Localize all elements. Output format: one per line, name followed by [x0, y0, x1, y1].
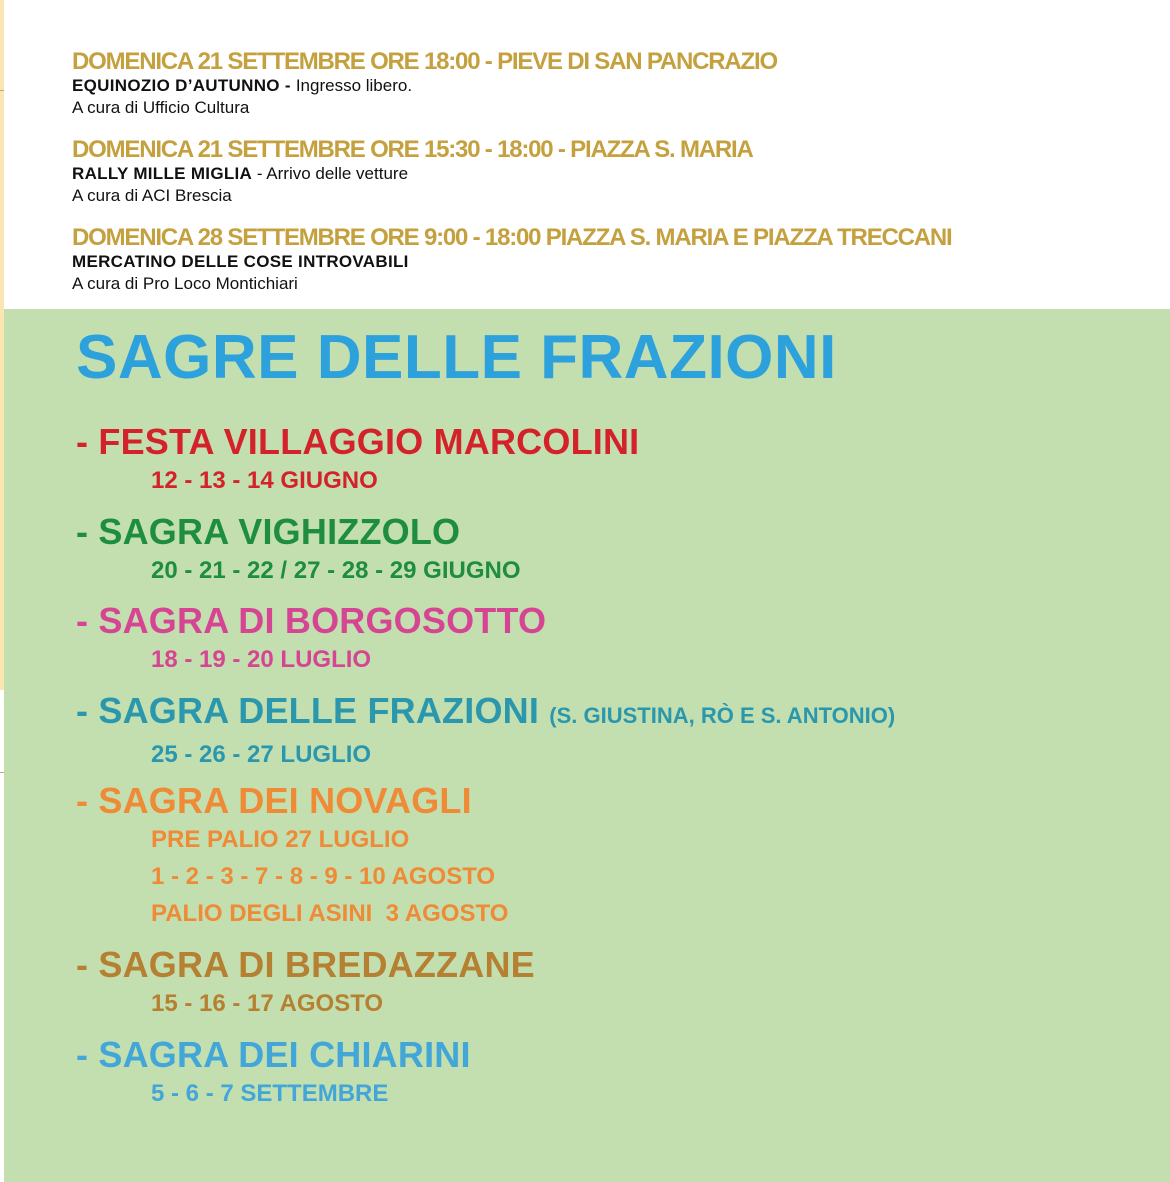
- sagra-name-line: [76, 512, 521, 552]
- event-title: EQUINOZIO D’AUTUNNO: [72, 76, 280, 95]
- sagra-name-line: [76, 601, 546, 641]
- sagra-marcolini: [76, 422, 639, 499]
- sagra-vighizzolo: [76, 512, 521, 589]
- sagra-date: 25 - 26 - 27 LUGLIO: [151, 741, 372, 768]
- sagra-name: - SAGRA DI BORGOSOTTO: [76, 600, 547, 641]
- sagra-date: 15 - 16 - 17 AGOSTO: [151, 990, 384, 1017]
- sagra-name-line: [76, 781, 508, 821]
- sagra-novagli: [76, 781, 508, 932]
- event-title-line: [72, 75, 777, 97]
- sagra-name: - SAGRA DEI NOVAGLI: [76, 780, 472, 821]
- event-title-line: [72, 251, 952, 273]
- event-rally: [72, 137, 753, 207]
- event-title: MERCATINO DELLE COSE INTROVABILI: [72, 252, 409, 271]
- sagra-date: 20 - 21 - 22 / 27 - 28 - 29 GIUGNO: [151, 557, 521, 584]
- sagra-bredazzane: [76, 945, 535, 1022]
- sagra-note: (S. GIUSTINA, RÒ E S. ANTONIO): [549, 703, 896, 728]
- event-detail: Ingresso libero.: [295, 76, 413, 95]
- sagra-date: 18 - 19 - 20 LUGLIO: [151, 646, 372, 673]
- event-heading: DOMENICA 28 SETTEMBRE ORE 9:00 - 18:00 PIAZZA S. MARIA E PIAZZA TRECCANI: [72, 224, 952, 251]
- sagra-name: - SAGRA DEI CHIARINI: [76, 1034, 471, 1075]
- sagre-section-title: SAGRE DELLE FRAZIONI: [76, 323, 837, 392]
- sagra-date: 5 - 6 - 7 SETTEMBRE: [151, 1080, 389, 1107]
- sagra-date: PALIO DEGLI ASINI 3 AGOSTO: [151, 900, 509, 927]
- event-title: RALLY MILLE MIGLIA: [72, 164, 253, 183]
- sagra-frazioni: [76, 691, 895, 773]
- sagra-chiarini: [76, 1035, 471, 1112]
- sagra-date: PRE PALIO 27 LUGLIO: [151, 826, 410, 853]
- event-detail: Arrivo delle vetture: [266, 164, 409, 183]
- sagra-name: - SAGRA VIGHIZZOLO: [76, 511, 461, 552]
- sagra-name: - SAGRA DELLE FRAZIONI: [76, 690, 540, 731]
- event-separator: -: [279, 76, 296, 95]
- sagra-name: - FESTA VILLAGGIO MARCOLINI: [76, 421, 640, 462]
- event-heading: DOMENICA 21 SETTEMBRE ORE 15:30 - 18:00 - PIAZZA S. MARIA: [72, 136, 753, 163]
- sagra-name-line: [76, 691, 895, 736]
- sagra-borgosotto: [76, 601, 546, 678]
- sagra-name-line: [76, 422, 639, 462]
- event-organizer: A cura di ACI Brescia: [72, 186, 232, 205]
- event-organizer: A cura di Ufficio Cultura: [72, 98, 250, 117]
- sagra-date: 12 - 13 - 14 GIUGNO: [151, 467, 378, 494]
- sagra-date: 1 - 2 - 3 - 7 - 8 - 9 - 10 AGOSTO: [151, 863, 496, 890]
- sagra-name-line: [76, 945, 535, 985]
- event-heading: DOMENICA 21 SETTEMBRE ORE 18:00 - PIEVE DI SAN PANCRAZIO: [72, 48, 777, 75]
- event-mercatino: [72, 225, 952, 295]
- event-title-line: [72, 163, 753, 185]
- event-separator: -: [252, 164, 267, 183]
- event-organizer: A cura di Pro Loco Montichiari: [72, 274, 298, 293]
- event-equinozio: [72, 49, 777, 119]
- sagra-name-line: [76, 1035, 471, 1075]
- sagra-name: - SAGRA DI BREDAZZANE: [76, 944, 535, 985]
